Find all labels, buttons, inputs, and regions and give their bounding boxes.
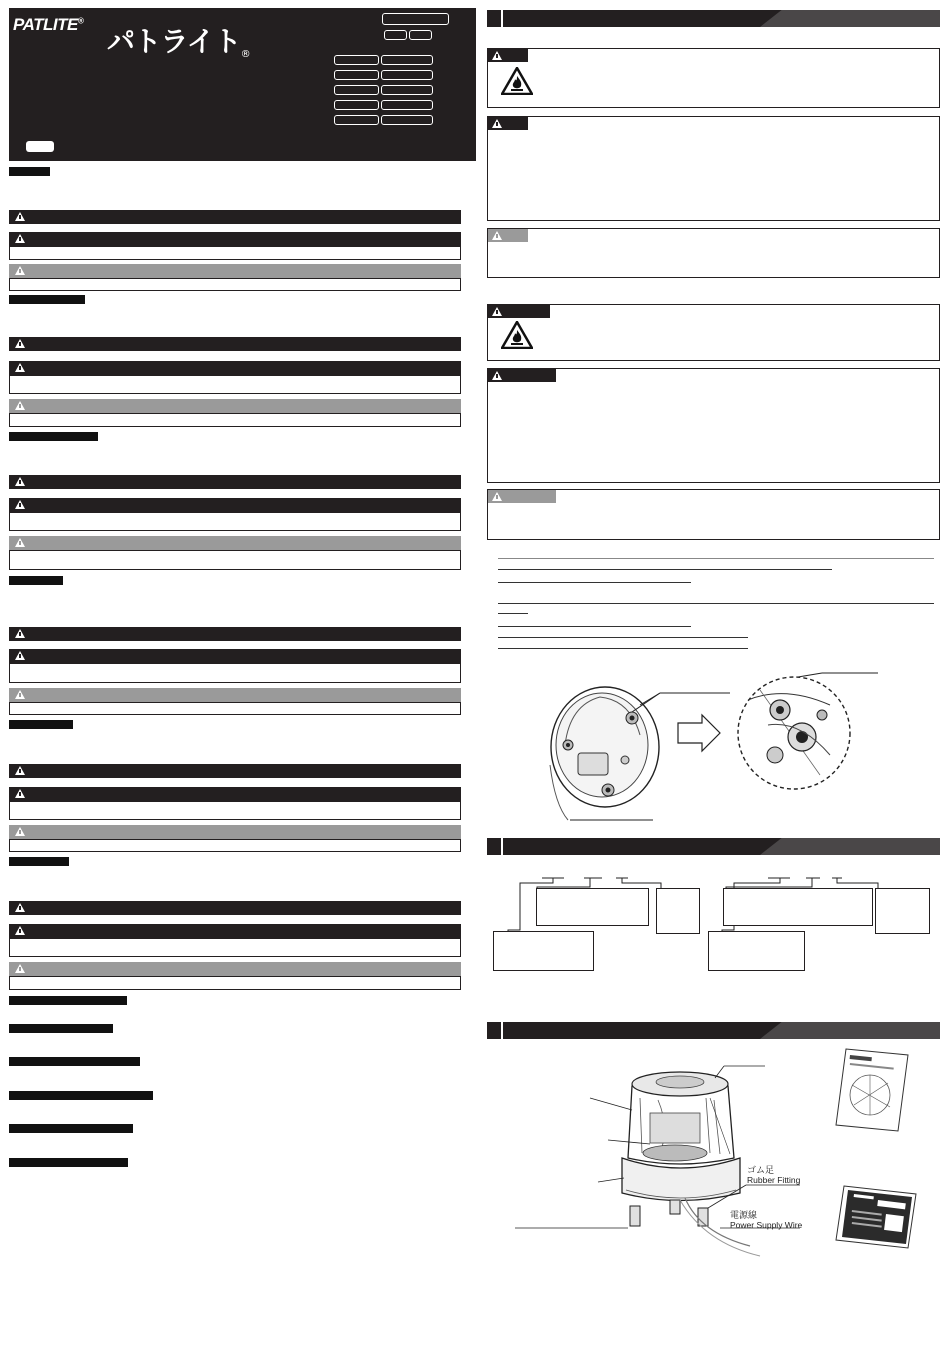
- warning-triangle-icon: [15, 212, 25, 221]
- spec-box: [334, 55, 379, 65]
- danger-bar: [9, 210, 461, 224]
- warning-triangle-icon: [15, 234, 25, 243]
- warning-box-en: [487, 368, 940, 483]
- caution-body: [9, 976, 461, 990]
- section-label: [9, 576, 63, 585]
- section-tab: [760, 1022, 940, 1039]
- warning-triangle-icon: [15, 926, 25, 935]
- section-label: [9, 1091, 153, 1100]
- danger-bar: [9, 627, 461, 641]
- text-line: [498, 558, 934, 559]
- danger-bar: [9, 337, 461, 351]
- warning-body: [9, 801, 461, 820]
- section-tab: [760, 10, 940, 27]
- section-label: [9, 1158, 128, 1167]
- underline: [498, 613, 528, 614]
- spec-box: [381, 115, 433, 125]
- danger-bar: [9, 764, 461, 778]
- section-header-1: [487, 10, 940, 27]
- underline: [498, 582, 691, 583]
- caution-triangle-icon: [492, 231, 502, 240]
- warning-body: [9, 375, 461, 394]
- caution-triangle-icon: [15, 827, 25, 836]
- underline: [498, 637, 748, 638]
- warning-body: [9, 512, 461, 531]
- section-label: [9, 167, 50, 176]
- section-label: [9, 295, 85, 304]
- warning-body: [9, 246, 461, 260]
- caution-box-en: [487, 489, 940, 540]
- caution-bar: [9, 688, 461, 702]
- code-description-box: [875, 888, 930, 934]
- patlite-logo-japanese: パトライト$_®$: [107, 25, 250, 60]
- section-label: [9, 857, 69, 866]
- caution-body: [9, 550, 461, 570]
- caution-bar: [9, 825, 461, 839]
- warning-bar: [9, 498, 461, 512]
- spec-box: [381, 85, 433, 95]
- danger-label: [488, 49, 528, 62]
- warning-triangle-icon: [15, 363, 25, 372]
- caution-bar: [9, 962, 461, 976]
- spec-box: [334, 100, 379, 110]
- section-number: [487, 1022, 503, 1039]
- caution-triangle-icon: [15, 538, 25, 547]
- warning-bar: [9, 924, 461, 938]
- warning-triangle-icon: [15, 903, 25, 912]
- section-label: [9, 1024, 113, 1033]
- caution-bar: [9, 264, 461, 278]
- section-number: [487, 838, 503, 855]
- spec-box: [334, 85, 379, 95]
- rubber-fitting-label-en: Rubber Fitting: [747, 1175, 801, 1185]
- section-number: [487, 10, 503, 27]
- code-description-box: [723, 888, 873, 926]
- model-box: [382, 13, 449, 25]
- underline: [498, 648, 748, 649]
- rubber-fitting-label-jp: ゴム足: [747, 1166, 775, 1176]
- caution-triangle-icon: [15, 690, 25, 699]
- section-label: [9, 720, 73, 729]
- section-header-3: [487, 1022, 940, 1039]
- instruction-booklet-thumbnail: [832, 1180, 922, 1252]
- section-label: [9, 996, 127, 1005]
- spec-box: [381, 100, 433, 110]
- caution-body: [9, 839, 461, 852]
- section-header-2: [487, 838, 940, 855]
- caution-triangle-icon: [15, 401, 25, 410]
- caution-bar: [9, 536, 461, 550]
- caution-box: [487, 228, 940, 278]
- warning-triangle-icon: [15, 789, 25, 798]
- warning-bar: [9, 361, 461, 375]
- warning-body: [9, 663, 461, 683]
- warning-triangle-icon: [15, 477, 25, 486]
- warning-body: [9, 938, 461, 957]
- fire-hazard-icon: [501, 321, 533, 349]
- warning-triangle-icon: [15, 766, 25, 775]
- warning-label-en: [488, 369, 556, 382]
- spec-box: [381, 55, 433, 65]
- warning-bar: [9, 649, 461, 663]
- danger-box-en: [487, 304, 940, 361]
- header-banner: [9, 8, 476, 161]
- danger-label-en: [488, 305, 550, 318]
- caution-body: [9, 702, 461, 715]
- warning-bar: [9, 232, 461, 246]
- code-description-box: [493, 931, 594, 971]
- underline: [498, 626, 691, 627]
- code-description-box: [656, 888, 700, 934]
- code-box-1: [384, 30, 407, 40]
- power-wire-label-en: Power Supply Wire: [730, 1220, 803, 1230]
- caution-body: [9, 278, 461, 291]
- header-badge: [26, 141, 54, 152]
- spec-box: [334, 70, 379, 80]
- base-mounting-diagram: [540, 665, 885, 825]
- code-description-box: [536, 888, 649, 926]
- warning-triangle-icon: [15, 651, 25, 660]
- spec-box: [334, 115, 379, 125]
- warning-triangle-icon: [492, 51, 502, 60]
- code-box-2: [409, 30, 432, 40]
- warning-triangle-icon: [492, 371, 502, 380]
- warning-triangle-icon: [15, 629, 25, 638]
- warning-triangle-icon: [15, 339, 25, 348]
- warning-triangle-icon: [492, 119, 502, 128]
- warning-bar: [9, 787, 461, 801]
- caution-label: [488, 229, 528, 242]
- section-label: [9, 1124, 133, 1133]
- manual-sheet-thumbnail: [832, 1045, 912, 1135]
- section-label: [9, 432, 98, 441]
- warning-triangle-icon: [492, 307, 502, 316]
- fire-hazard-icon: [501, 67, 533, 95]
- spec-box: [381, 70, 433, 80]
- code-description-box: [708, 931, 805, 971]
- warning-box: [487, 116, 940, 221]
- danger-bar: [9, 475, 461, 489]
- section-tab: [760, 838, 940, 855]
- underline: [498, 603, 934, 604]
- warning-triangle-icon: [15, 500, 25, 509]
- caution-triangle-icon: [15, 964, 25, 973]
- caution-bar: [9, 399, 461, 413]
- danger-box: [487, 48, 940, 108]
- section-label: [9, 1057, 140, 1066]
- patlite-logo: PATLITE®: [13, 15, 84, 34]
- power-wire-label-jp: 電源線: [730, 1211, 758, 1221]
- underline: [498, 569, 832, 570]
- danger-bar: [9, 901, 461, 915]
- caution-triangle-icon: [15, 266, 25, 275]
- caution-label-en: [488, 490, 556, 503]
- caution-body: [9, 413, 461, 427]
- warning-label: [488, 117, 528, 130]
- caution-triangle-icon: [492, 492, 502, 501]
